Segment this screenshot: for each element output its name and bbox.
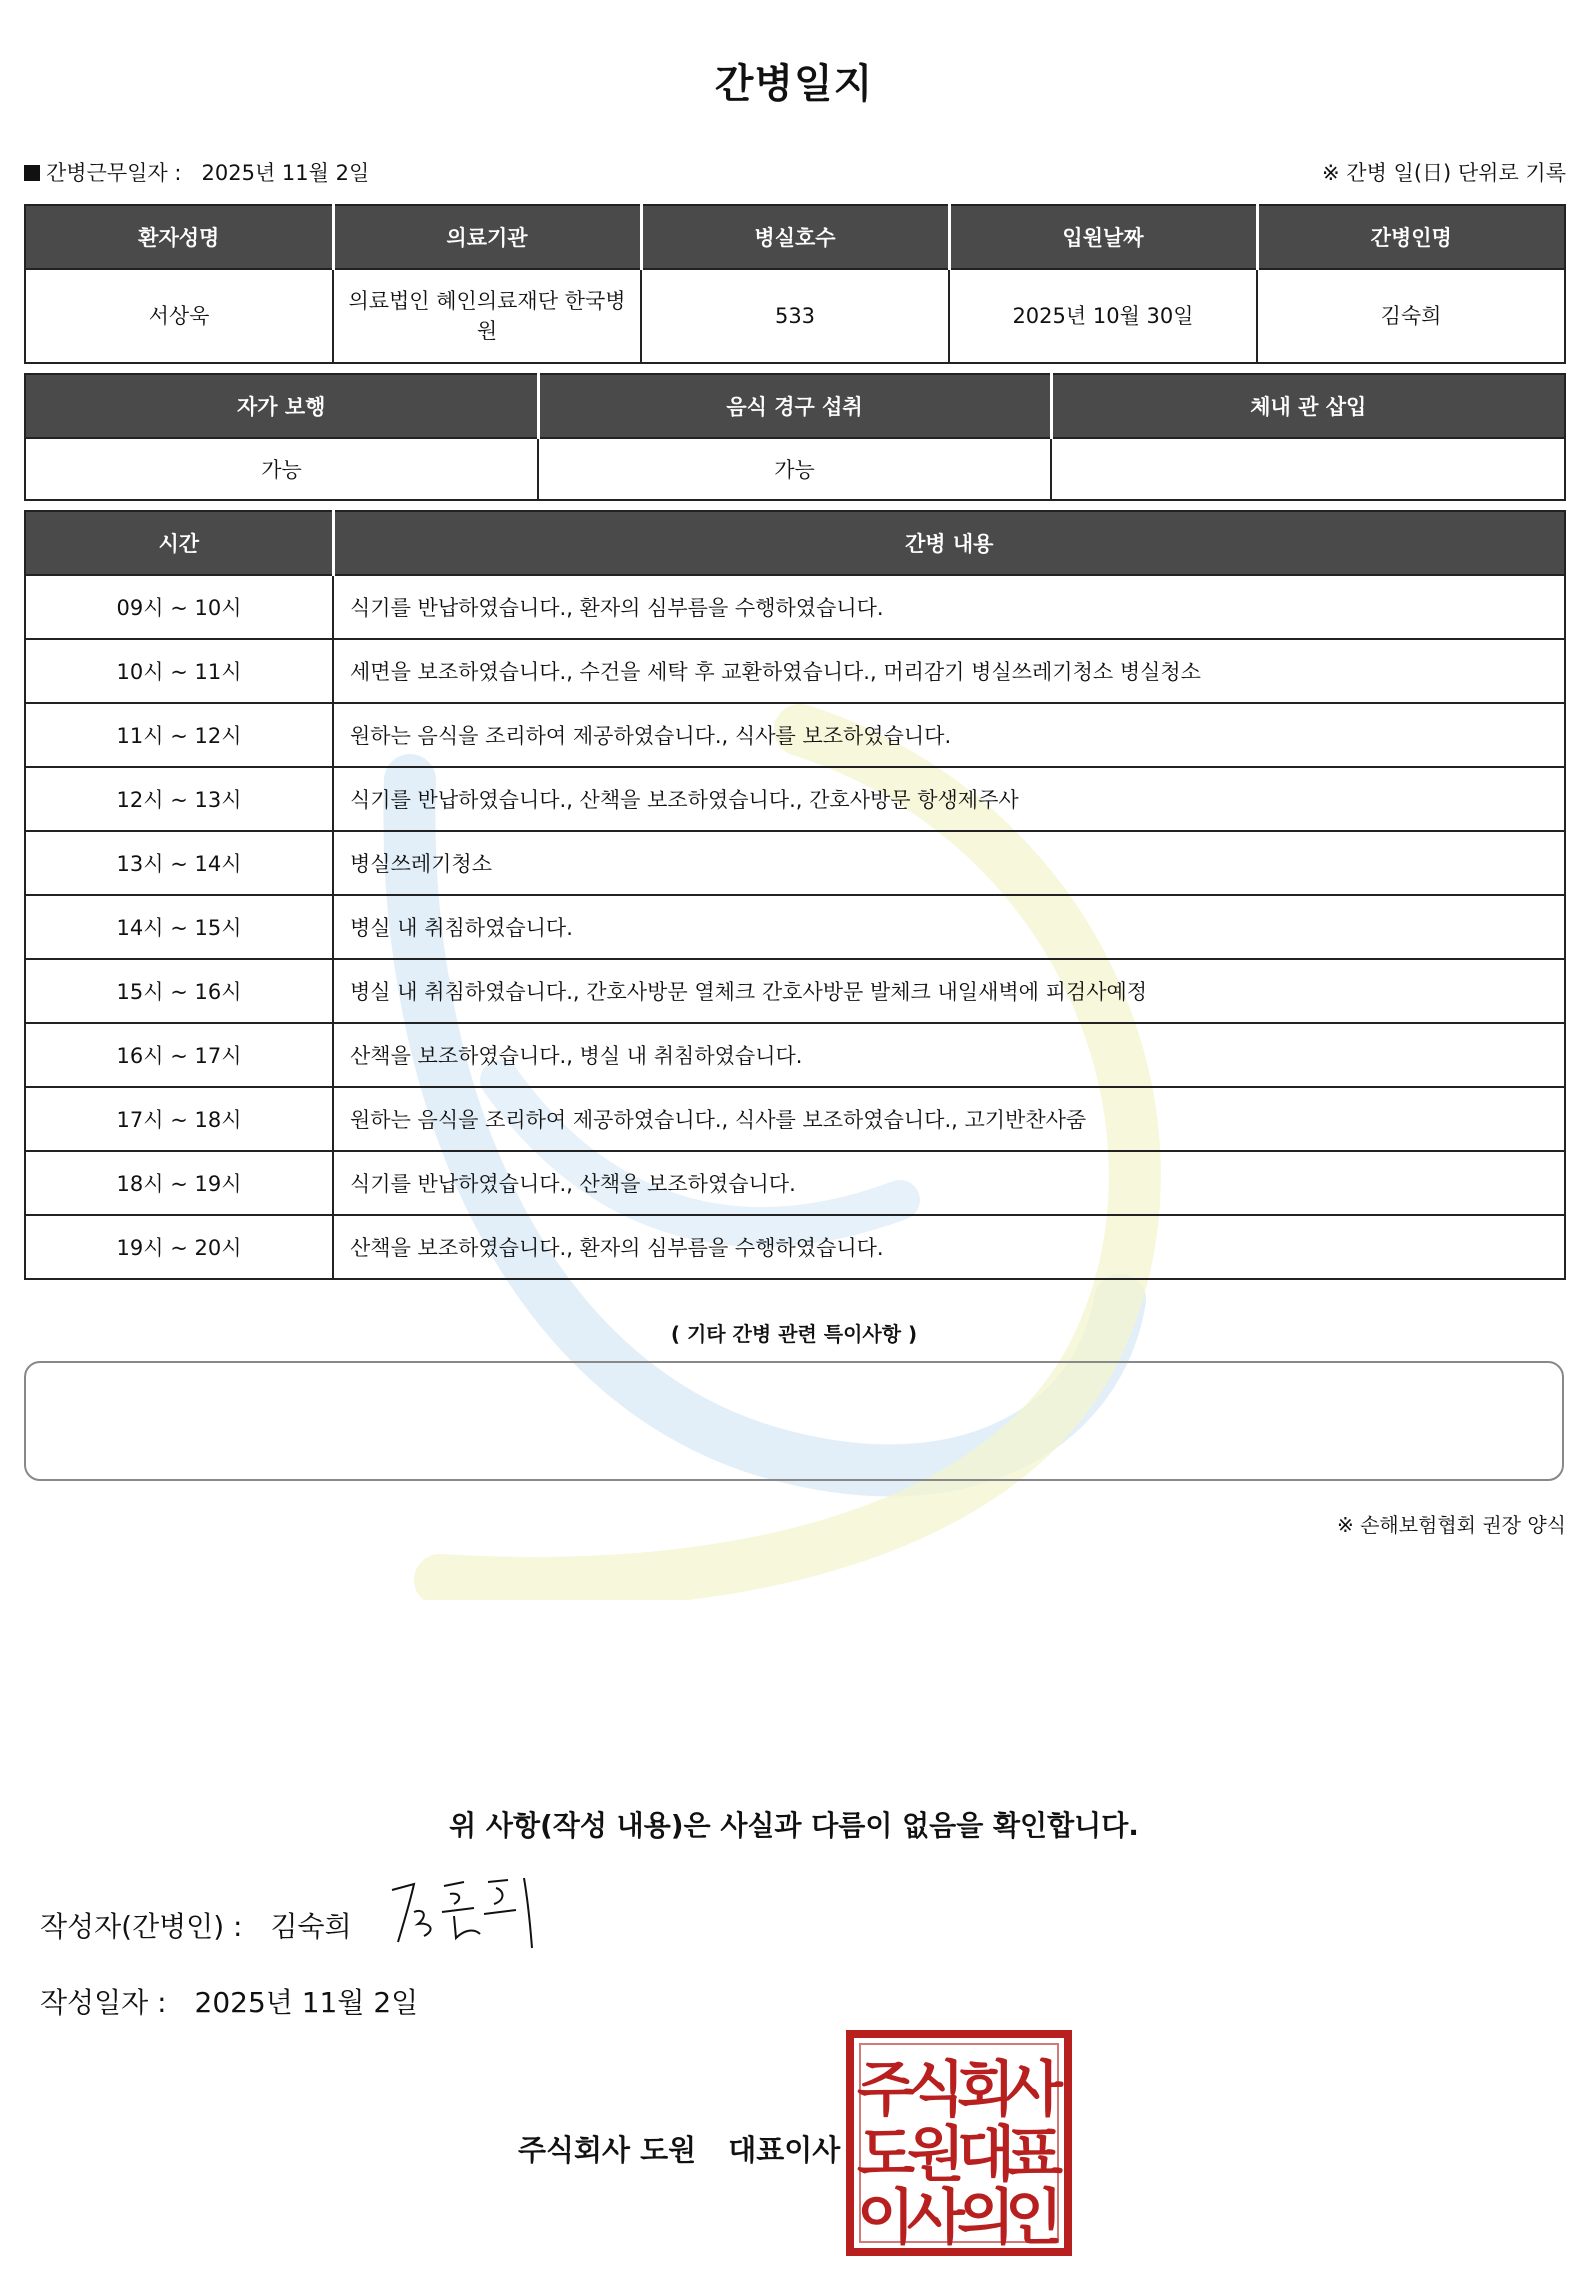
table-row xyxy=(25,1023,1565,1087)
log-time: 13시 ~ 14시 xyxy=(25,831,333,895)
svg-text:원: 원 xyxy=(907,2120,965,2190)
company-signature-line xyxy=(518,2128,840,2169)
header-tube: 체내 관 삽입 xyxy=(1051,374,1565,438)
header-time: 시간 xyxy=(25,511,333,575)
patient-value-row xyxy=(25,269,1565,363)
header-oral-intake: 음식 경구 섭취 xyxy=(538,374,1051,438)
work-date-line xyxy=(24,157,369,187)
patient-status-table xyxy=(24,373,1566,501)
table-row xyxy=(25,639,1565,703)
log-time: 11시 ~ 12시 xyxy=(25,703,333,767)
care-log-table xyxy=(24,510,1566,1280)
header-walking: 자가 보행 xyxy=(25,374,538,438)
svg-text:대: 대 xyxy=(957,2120,1015,2190)
log-content: 세면을 보조하였습니다., 수건을 세탁 후 교환하였습니다., 머리감기 병실쓰레기청소 병실청소 xyxy=(333,639,1565,703)
etc-notes-title: ( 기타 간병 관련 특이사항 ) xyxy=(670,1322,918,1346)
hospital-name: 의료법인 혜인의료재단 한국병원 xyxy=(333,269,641,363)
status-value-row xyxy=(25,438,1565,500)
writer-label: 작성자(간병인) : xyxy=(40,1910,243,1943)
caregiver-name: 김숙희 xyxy=(1257,269,1565,363)
header-care-content: 간병 내용 xyxy=(333,511,1565,575)
header-caregiver: 간병인명 xyxy=(1257,205,1565,269)
log-time: 16시 ~ 17시 xyxy=(25,1023,333,1087)
document-title: 간병일지 xyxy=(714,61,874,107)
table-row xyxy=(25,1151,1565,1215)
log-time: 12시 ~ 13시 xyxy=(25,767,333,831)
svg-text:사: 사 xyxy=(1005,2055,1063,2125)
svg-text:인: 인 xyxy=(1005,2183,1063,2253)
svg-text:주: 주 xyxy=(857,2055,915,2125)
svg-text:식: 식 xyxy=(907,2055,965,2125)
status-header-row xyxy=(25,374,1565,438)
svg-text:의: 의 xyxy=(957,2183,1015,2253)
table-row xyxy=(25,703,1565,767)
log-time: 09시 ~ 10시 xyxy=(25,575,333,639)
tube-status xyxy=(1051,438,1565,500)
table-row xyxy=(25,895,1565,959)
log-time: 14시 ~ 15시 xyxy=(25,895,333,959)
walking-status: 가능 xyxy=(25,438,538,500)
writer-line xyxy=(40,1905,352,1945)
header-patient-name: 환자성명 xyxy=(25,205,333,269)
table-row xyxy=(25,1215,1565,1279)
form-recommend-note: ※ 손해보험협회 권장 양식 xyxy=(1336,1513,1566,1537)
log-content: 병실쓰레기청소 xyxy=(333,831,1565,895)
header-room: 병실호수 xyxy=(641,205,949,269)
company-seal-stamp xyxy=(846,2030,1072,2256)
log-content: 원하는 음식을 조리하여 제공하였습니다., 식사를 보조하였습니다., 고기반찬사줌 xyxy=(333,1087,1565,1151)
oral-intake-status: 가능 xyxy=(538,438,1051,500)
work-date-value: 2025년 11월 2일 xyxy=(201,161,370,185)
log-header-row xyxy=(25,511,1565,575)
svg-text:회: 회 xyxy=(957,2055,1015,2125)
log-content: 식기를 반납하였습니다., 환자의 심부름을 수행하였습니다. xyxy=(333,575,1565,639)
etc-notes-box xyxy=(24,1361,1564,1481)
log-time: 19시 ~ 20시 xyxy=(25,1215,333,1279)
company-name: 주식회사 도원 xyxy=(518,2133,697,2167)
svg-text:사: 사 xyxy=(907,2183,965,2253)
log-content: 산책을 보조하였습니다., 환자의 심부름을 수행하였습니다. xyxy=(333,1215,1565,1279)
handwritten-signature xyxy=(384,1872,544,1952)
room-number: 533 xyxy=(641,269,949,363)
confirmation-statement: 위 사항(작성 내용)은 사실과 다름이 없음을 확인합니다. xyxy=(449,1809,1139,1842)
log-time: 15시 ~ 16시 xyxy=(25,959,333,1023)
table-row xyxy=(25,831,1565,895)
table-row xyxy=(25,767,1565,831)
written-date-value: 2025년 11월 2일 xyxy=(194,1986,419,2019)
log-content: 병실 내 취침하였습니다., 간호사방문 열체크 간호사방문 발체크 내일새벽에 피검사예정 xyxy=(333,959,1565,1023)
log-content: 원하는 음식을 조리하여 제공하였습니다., 식사를 보조하였습니다. xyxy=(333,703,1565,767)
patient-header-row xyxy=(25,205,1565,269)
log-content: 식기를 반납하였습니다., 산책을 보조하였습니다. xyxy=(333,1151,1565,1215)
log-time: 17시 ~ 18시 xyxy=(25,1087,333,1151)
written-date-label: 작성일자 : xyxy=(40,1986,167,2019)
svg-text:표: 표 xyxy=(1005,2120,1063,2190)
table-row xyxy=(25,1087,1565,1151)
square-bullet-icon xyxy=(24,165,40,181)
header-admission-date: 입원날짜 xyxy=(949,205,1257,269)
representative-title: 대표이사 xyxy=(728,2133,841,2167)
log-content: 식기를 반납하였습니다., 산책을 보조하였습니다., 간호사방문 항생제주사 xyxy=(333,767,1565,831)
work-date-label: 간병근무일자 : xyxy=(46,161,182,185)
svg-text:이: 이 xyxy=(857,2183,915,2253)
unit-note: ※ 간병 일(日) 단위로 기록 xyxy=(1322,161,1566,185)
log-content: 병실 내 취침하였습니다. xyxy=(333,895,1565,959)
table-row xyxy=(25,959,1565,1023)
log-time: 18시 ~ 19시 xyxy=(25,1151,333,1215)
writer-name: 김숙희 xyxy=(270,1910,352,1943)
table-row xyxy=(25,575,1565,639)
patient-info-table xyxy=(24,204,1566,364)
svg-text:도: 도 xyxy=(857,2120,915,2190)
written-date-line xyxy=(40,1981,418,2021)
log-time: 10시 ~ 11시 xyxy=(25,639,333,703)
patient-name: 서상욱 xyxy=(25,269,333,363)
log-content: 산책을 보조하였습니다., 병실 내 취침하였습니다. xyxy=(333,1023,1565,1087)
admission-date: 2025년 10월 30일 xyxy=(949,269,1257,363)
header-hospital: 의료기관 xyxy=(333,205,641,269)
